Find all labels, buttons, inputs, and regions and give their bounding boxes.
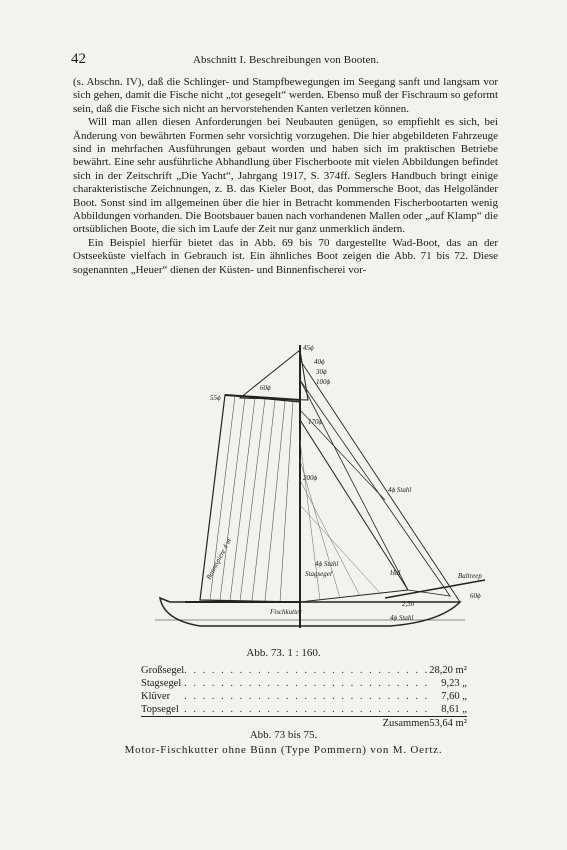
label-mast-mid: 170ϕ (308, 418, 323, 426)
body-text (73, 76, 498, 277)
figure-title-caption: Motor-Fischkutter ohne Bünn (Type Pommern) von M. Oertz. (124, 744, 443, 756)
table-row (141, 664, 467, 677)
label-stay-sail: Stagsegel (305, 570, 332, 578)
label-bobstay2: 2,50 (402, 600, 415, 608)
label-topsail-b: 30ϕ (316, 368, 327, 376)
label-topsail-a: 40ϕ (314, 358, 325, 366)
label-stay-lower: 4ϕ Stahl (315, 560, 339, 568)
sail-name: Großsegel (141, 665, 185, 676)
label-topsail-c: 100ϕ (316, 378, 331, 386)
label-bobstay: 4ϕ Stahl (390, 614, 414, 622)
sail-value: 7,60 „ (441, 691, 467, 702)
sail-value: 28,20 m² (429, 665, 467, 676)
paragraph: Will man allen diesen Anforderungen bei Neubauten genügen, so empfiehlt es sich, bei Änderung von bewährten Formen sehr vorsichtig vorzugehen. Die hier abgebildeten Fahrzeuge sind in mehrfachen Ausführungen gebaut worden und haben sich im praktischen Betriebe bewährt. Eine sehr ausführliche Abhandlung über Fischerboote mit vielen Abbildungen befindet sich in der Zeitschrift „Die Yacht“, Jahrgang 1917, S. 374ff. Seglers Handbuch bringt einige charakteristische Zeichnungen, z. B. das Kieler Boot, das Pommersche Boot, das Helgoländer Boot. Sonst sind im allgemeinen über die hier in Betracht kommenden Fischerbootarten wenig Abbildungen vorhanden. Die Bootsbauer bauen nach vorhandenen Mallen oder „auf Klamp“ die ortsüblichen Boote, die sich im Laufe der Zeit nur ganz unmerklich ändern. (73, 116, 498, 236)
sail-name: Topsegel (141, 704, 179, 715)
label-bowsprit-end: Baltreep (458, 572, 482, 580)
sail-area-table (141, 664, 467, 730)
total-value: 53,64 m² (429, 718, 467, 729)
label-lower-mast: 200ϕ (303, 474, 318, 482)
total-row (141, 717, 467, 731)
label-bow-dim: Hal (390, 569, 401, 577)
table-row (141, 690, 467, 703)
leader-dots: . . . . . . . . . . . . . . . . . . . . . . . . . . . (184, 704, 430, 715)
sail-plan-drawing (140, 340, 500, 635)
label-gaff-block: 60ϕ (260, 384, 271, 392)
sail-name: Klüver (141, 691, 171, 702)
label-masthead: 45ϕ (303, 344, 314, 352)
label-peak: 55ϕ (210, 394, 221, 402)
table-row (141, 677, 467, 690)
leader-dots: . . . . . . . . . . . . . . . . . . . . . . . . . . . (184, 691, 430, 702)
table-row (141, 703, 467, 717)
leader-dots: . . . . . . . . . . . . . . . . . . . . . . . . . . . (184, 678, 430, 689)
label-shroud: 4ϕ Stahl (388, 486, 412, 494)
figure-caption: Abb. 73. 1 : 160. (246, 647, 321, 659)
topsail (240, 350, 308, 400)
sail-value: 9,23 „ (441, 678, 467, 689)
paragraph: (s. Abschn. IV), daß die Schlinger- und Stampfbewegungen im Seegang sanft und langsam vor sich gehen, damit die Fische nicht „tot gesegelt“ werden. Ebenso muß der Fischraum so geformt sein, daß die Fische sich nicht an hervorstehenden Kanten verletzen können. (73, 76, 498, 115)
running-head: Abschnitt I. Beschreibungen von Booten. (193, 54, 379, 66)
hull (160, 598, 460, 626)
total-label: Zusammen (184, 717, 429, 731)
figure-range-caption: Abb. 73 bis 75. (249, 729, 318, 741)
sail-name: Stagsegel (141, 678, 182, 689)
paragraph: Ein Beispiel hierfür bietet das in Abb. 69 bis 70 dargestellte Wad-Boot, das an der Ostseeküste vielfach in Gebrauch ist. Ein ähnliches Boot zeigen die Abb. 71 bis 72. Diese sogenannten „Heuer“ dienen der Küsten- und Binnenfischerei vor- (73, 236, 498, 276)
mainsail-seams (210, 396, 293, 602)
leader-dots: . . . . . . . . . . . . . . . . . . . . . . . . . . . (184, 665, 430, 676)
page-number: 42 (71, 51, 86, 67)
label-boom: Baumspiere 4 m (204, 537, 234, 581)
label-stem: 60ϕ (470, 592, 481, 600)
label-hull-mark: Fischkutter (270, 608, 302, 616)
sail-value: 8,61 „ (441, 704, 467, 715)
